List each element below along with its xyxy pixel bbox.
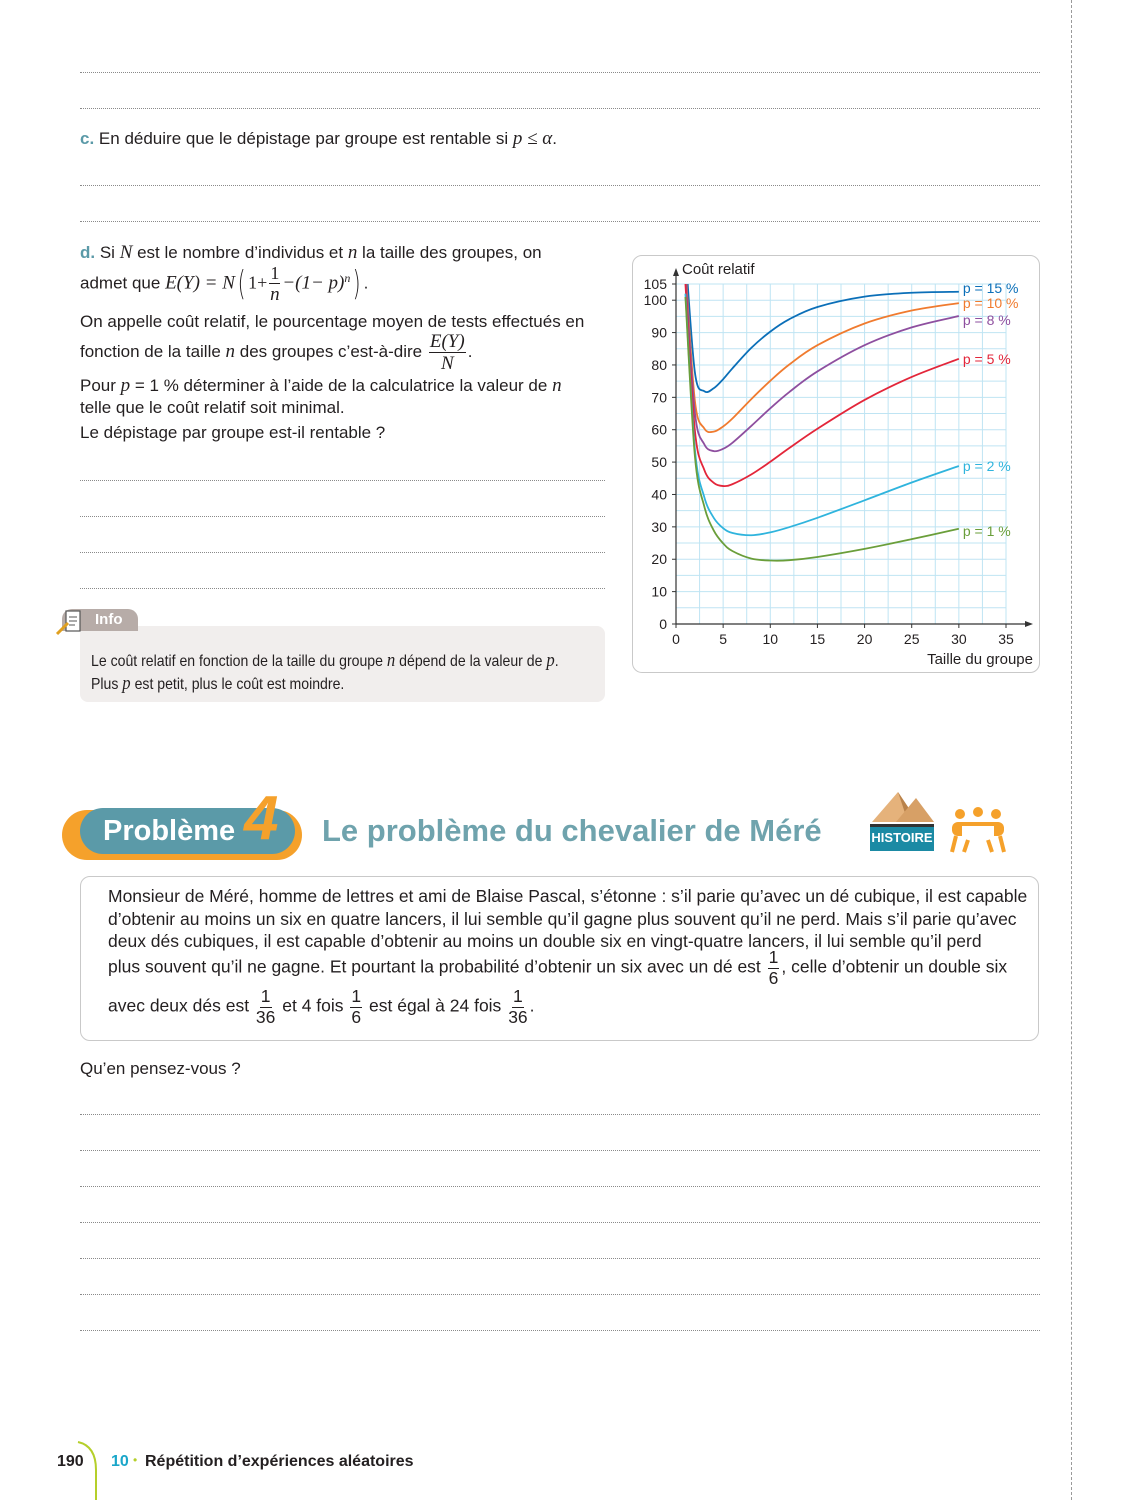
x-tick-label: 0	[672, 631, 680, 647]
text: admet que	[80, 273, 166, 293]
denominator: 6	[351, 1006, 362, 1027]
punct: .	[552, 129, 558, 148]
y-tick-label: 70	[651, 389, 667, 406]
x-tick-label: 25	[903, 631, 920, 647]
y-tick-label: 50	[651, 454, 667, 471]
series-label: p = 8 %	[962, 312, 1011, 329]
y-tick-label: 10	[651, 583, 667, 600]
series-line-5	[685, 297, 958, 561]
text: Si	[99, 243, 120, 262]
part-d-line-2	[80, 264, 368, 304]
problem-line-3: deux dés cubiques, il est capable d’obtenir au moins un double six en vingt-quatre lancers, il lui semble qu’il perd	[108, 931, 982, 951]
problem-number: 4	[244, 784, 279, 853]
answer-line	[80, 552, 605, 553]
x-axis-label: Taille du groupe	[927, 651, 1033, 668]
numerator: 1	[270, 263, 280, 283]
pyramids-icon	[868, 792, 936, 822]
text: des groupes c’est-à-dire	[235, 341, 427, 361]
fraction	[350, 988, 362, 1026]
series-label: p = 15 %	[962, 279, 1019, 296]
text: fonction de la taille	[80, 341, 226, 361]
series-label: p = 2 %	[962, 457, 1011, 474]
series-line-3	[685, 284, 958, 486]
fraction	[508, 988, 527, 1026]
answer-line	[80, 588, 605, 589]
chapter-title: Répétition d’expériences aléatoires	[145, 1453, 414, 1470]
y-axis-arrow	[673, 268, 679, 276]
y-tick-label: 105	[643, 276, 667, 292]
denominator: 6	[768, 967, 779, 988]
denominator: 36	[508, 1006, 528, 1027]
var: p	[122, 673, 131, 694]
punct: .	[554, 653, 559, 670]
y-tick-label: 60	[651, 421, 667, 438]
problem-line-1: Monsieur de Méré, homme de lettres et ami de Blaise Pascal, s’étonne : s’il parie qu’avec un dé cubique, il est capable	[108, 886, 1028, 906]
y-tick-label: 90	[651, 324, 667, 341]
y-axis-label: Coût relatif	[682, 261, 755, 278]
punct: .	[467, 341, 473, 361]
text: = 1 % déterminer à l’aide de la calculatrice la valeur de	[130, 376, 553, 395]
chapter-number: 10	[111, 1453, 129, 1470]
answer-line	[80, 72, 1040, 73]
answer-line	[80, 516, 605, 517]
denominator: n	[270, 284, 280, 305]
part-c-label: c.	[80, 129, 95, 148]
series-label: p = 5 %	[962, 350, 1011, 367]
denominator: 36	[255, 1006, 276, 1027]
var: n	[552, 375, 562, 396]
chart-panel	[632, 255, 1040, 673]
formula: −(1− p)	[282, 272, 345, 294]
var: n	[386, 650, 396, 671]
problem-title: Le problème du chevalier de Méré	[322, 813, 822, 848]
text: est le nombre d’individus et	[132, 243, 348, 262]
x-tick-label: 35	[998, 631, 1014, 647]
answer-line	[80, 1330, 1040, 1331]
group-work-icon	[948, 806, 1008, 854]
answer-line	[80, 480, 605, 481]
part-c-text: En déduire que le dépistage par groupe est rentable si	[98, 129, 513, 148]
problem-line-2: d’obtenir au moins un six en quatre lancers, il lui semble qu’il gagne plus souvent qu’il ne perd. Mais s’il parie qu’avec	[108, 909, 1017, 929]
numerator: E(Y)	[429, 331, 465, 352]
formula: 1+	[248, 272, 268, 293]
relative-cost-chart	[633, 256, 1039, 672]
exponent: n	[344, 270, 351, 285]
separator-dot: •	[133, 1453, 138, 1467]
page-number: 190	[57, 1453, 84, 1470]
numerator: 1	[351, 986, 362, 1006]
text: et 4 fois	[277, 995, 349, 1016]
text: , celle d’obtenir un double six	[781, 956, 1008, 977]
answer-line	[80, 221, 1040, 222]
text: est petit, plus le coût est moindre.	[130, 676, 345, 693]
x-tick-label: 30	[951, 631, 967, 647]
answer-line	[80, 1150, 1040, 1151]
y-tick-label: 20	[651, 551, 667, 568]
info-line-2	[91, 673, 344, 695]
punct: .	[363, 273, 369, 293]
part-d-line-3: On appelle coût relatif, le pourcentage moyen de tests effectués en	[80, 312, 585, 331]
paren: )	[353, 264, 361, 304]
problem-line-4	[108, 949, 1007, 987]
text: avec deux dés est	[108, 995, 254, 1016]
numerator: 1	[260, 986, 271, 1006]
numerator: 1	[768, 947, 779, 967]
var: p	[120, 375, 131, 396]
part-c-condition: p ≤ α	[512, 128, 553, 149]
y-tick-label: 0	[659, 616, 667, 632]
part-d-line-6: telle que le coût relatif soit minimal.	[80, 398, 345, 417]
text: Pour	[80, 376, 121, 395]
fraction	[256, 988, 275, 1026]
problem-badge-label: Problème	[103, 815, 236, 847]
series-label: p = 10 %	[962, 295, 1019, 312]
text: est égal à 24 fois	[364, 995, 507, 1016]
answer-line	[80, 1258, 1040, 1259]
fraction	[768, 949, 780, 987]
paren: (	[237, 264, 246, 304]
series-line-4	[685, 294, 958, 536]
fraction	[429, 332, 466, 373]
info-line-1	[91, 650, 559, 672]
problem-question: Qu’en pensez-vous ?	[80, 1059, 241, 1078]
series-label: p = 1 %	[962, 522, 1011, 539]
text: Le coût relatif en fonction de la taille du groupe	[91, 653, 387, 670]
answer-line	[80, 1222, 1040, 1223]
answer-line	[80, 185, 1040, 186]
numerator: 1	[513, 986, 523, 1006]
x-tick-label: 5	[719, 631, 728, 647]
part-d-line-4	[80, 332, 472, 373]
histoire-tag: HISTOIRE	[870, 824, 934, 851]
part-d-line-7: Le dépistage par groupe est-il rentable ?	[80, 423, 386, 442]
x-axis-arrow	[1025, 621, 1033, 627]
x-tick-label: 10	[762, 631, 779, 647]
info-box	[80, 626, 605, 702]
punct: .	[529, 995, 535, 1016]
var: n	[347, 242, 358, 263]
text: plus souvent qu’il ne gagne. Et pourtant la probabilité d’obtenir un six avec un dé est	[108, 956, 766, 977]
denominator: N	[440, 353, 454, 374]
fraction	[269, 264, 280, 304]
text: Plus	[91, 676, 123, 693]
margin-cut-line	[1071, 0, 1072, 1500]
text: dépend de la valeur de	[395, 653, 547, 670]
answer-line	[80, 1186, 1040, 1187]
y-tick-label: 100	[643, 292, 667, 309]
var: N	[119, 242, 133, 263]
part-d-label: d.	[80, 243, 96, 262]
part-d-line-1	[80, 242, 542, 264]
text: la taille des groupes, on	[357, 243, 542, 262]
x-tick-label: 15	[809, 631, 826, 647]
problem-line-5	[108, 988, 535, 1026]
info-tab-label: Info	[95, 611, 123, 628]
part-c	[80, 128, 557, 150]
var: p	[546, 650, 555, 671]
part-d-line-5	[80, 375, 562, 397]
x-tick-label: 20	[856, 631, 873, 647]
answer-line	[80, 108, 1040, 109]
formula: E(Y) = N	[165, 272, 235, 294]
y-tick-label: 80	[651, 356, 667, 373]
y-tick-label: 30	[651, 518, 667, 535]
var: n	[225, 340, 236, 362]
answer-line	[80, 1294, 1040, 1295]
scroll-pencil-icon	[54, 608, 94, 638]
y-tick-label: 40	[651, 486, 667, 503]
answer-line	[80, 1114, 1040, 1115]
